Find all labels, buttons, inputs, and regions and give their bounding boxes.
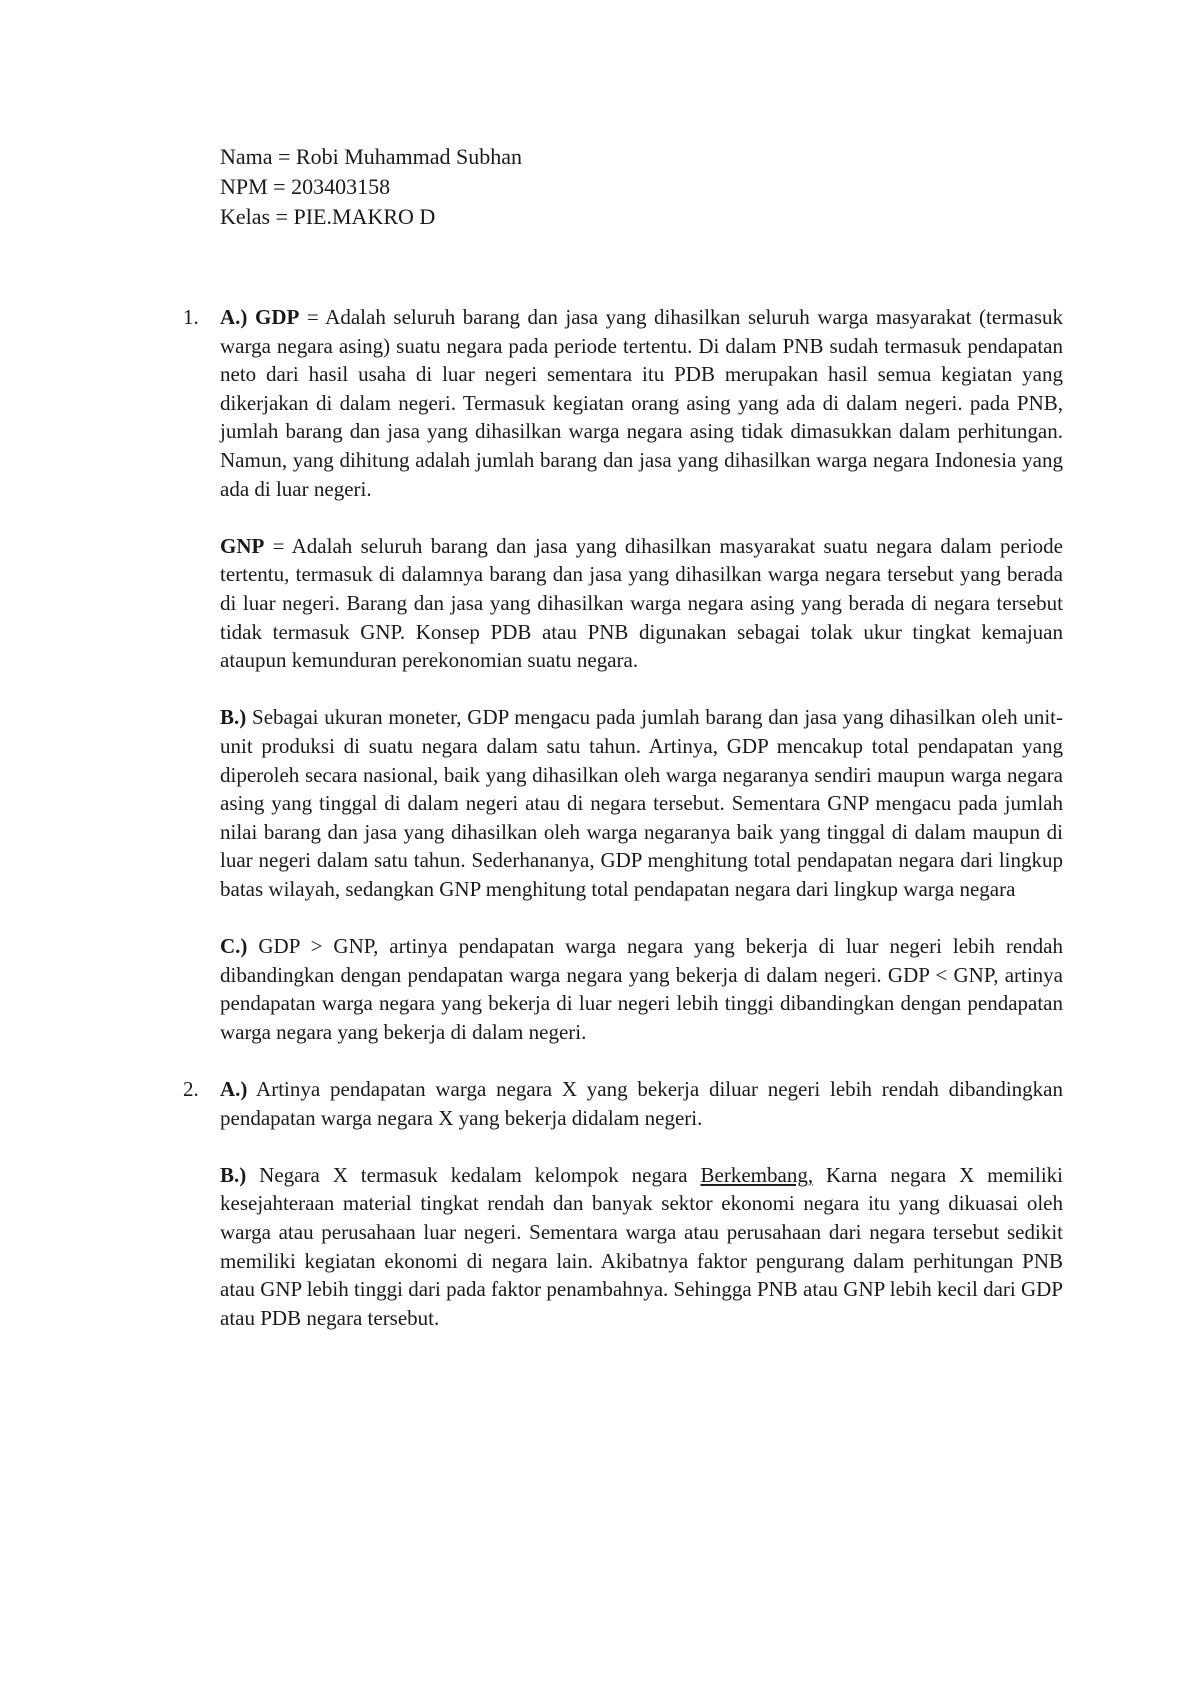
answer-text: Karna negara X memiliki kesejahteraan material tingkat rendah dan banyak sektor ekonomi negara itu yang dikuasai oleh warga atau perusahaan luar negeri. Sementara warga atau perusahaan dari negara tersebut sedikit memiliki kegiatan ekonomi di negara lain. Akibatnya faktor pengurang dalam perhitungan PNB atau GNP lebih tinggi dari pada faktor penambahnya. Sehingga PNB atau GNP lebih kecil dari GDP atau PDB negara tersebut. xyxy=(220,1162,1064,1330)
answer-1c xyxy=(220,932,1063,1046)
part-label: A.) xyxy=(220,1077,248,1102)
npm-line: NPM = 203403158 xyxy=(220,174,391,199)
gdp-definition: = Adalah seluruh barang dan jasa yang dihasilkan seluruh warga masyarakat (termasuk warga negara asing) suatu negara pada periode tertentu. Di dalam PNB sudah termasuk pendapatan neto dari hasil usaha di luar negeri sementara itu PDB merupakan hasil semua kegiatan yang dikerjakan di dalam negeri. Termasuk kegiatan orang asing yang ada di dalam negeri. pada PNB, jumlah barang dan jasa yang dihasilkan warga negara asing tidak dimasukkan dalam perhitungan. Namun, yang dihitung adalah jumlah barang dan jasa yang dihasilkan warga negara Indonesia yang ada di luar negeri. xyxy=(220,305,1064,501)
part-label: B.) xyxy=(220,1162,247,1187)
part-label: A.) xyxy=(220,305,248,329)
term-gdp: GDP xyxy=(255,305,300,329)
student-info xyxy=(220,142,522,232)
answer-1b xyxy=(220,703,1063,903)
class-line: Kelas = PIE.MAKRO D xyxy=(220,204,436,229)
answer-2a xyxy=(220,1075,1063,1132)
answers xyxy=(183,303,1064,1332)
answer-text: GDP > GNP, artinya pendapatan warga negara yang bekerja di luar negeri lebih rendah dibandingkan dengan pendapatan warga negara yang bekerja di dalam negeri. GDP < GNP, artinya pendapatan warga negara yang bekerja di luar negeri lebih tinggi dibandingkan dengan pendapatan warga negara yang bekerja di dalam negeri. xyxy=(220,934,1063,1044)
name-line: Nama = Robi Muhammad Subhan xyxy=(220,144,523,169)
answer-1a-gdp xyxy=(220,303,1063,503)
gnp-definition: = Adalah seluruh barang dan jasa yang dihasilkan masyarakat suatu negara dalam periode tertentu, termasuk di dalamnya barang dan jasa yang dihasilkan warga negara tersebut yang berada di luar negeri. Barang dan jasa yang dihasilkan warga negara asing yang berada di negara tersebut tidak termasuk GNP. Konsep PDB atau PNB digunakan sebagai tolak ukur tingkat kemajuan ataupun kemunduran perekonomian suatu negara. xyxy=(220,533,1063,673)
term-gnp: GNP xyxy=(220,533,265,558)
underlined-term: Berkembang, xyxy=(700,1162,814,1187)
answer-text: Negara X termasuk kedalam kelompok negara xyxy=(246,1162,701,1187)
answer-2b xyxy=(220,1161,1063,1333)
answer-text: Sebagai ukuran moneter, GDP mengacu pada jumlah barang dan jasa yang dihasilkan oleh unit-unit produksi di suatu negara dalam satu tahun. Artinya, GDP mencakup total pendapatan yang diperoleh secara nasional, baik yang dihasilkan oleh warga negaranya sendiri maupun warga negara asing yang tinggal di dalam negeri atau di negara tersebut. Sementara GNP mengacu pada jumlah nilai barang dan jasa yang dihasilkan oleh warga negaranya baik yang tinggal di dalam maupun di luar negeri dalam satu tahun. Sederhananya, GDP menghitung total pendapatan negara dari lingkup batas wilayah, sedangkan GNP menghitung total pendapatan negara dari lingkup warga negara xyxy=(220,705,1063,901)
answer-1a-gnp xyxy=(220,532,1063,675)
question-number: 1. xyxy=(183,305,199,329)
question-number: 2. xyxy=(183,1077,199,1102)
part-label: C.) xyxy=(220,934,248,959)
question-2 xyxy=(183,1075,1064,1332)
answer-text: Artinya pendapatan warga negara X yang bekerja diluar negeri lebih rendah dibandingkan pendapatan warga negara X yang bekerja didalam negeri. xyxy=(220,1077,1063,1130)
part-label: B.) xyxy=(220,705,247,730)
question-1 xyxy=(183,303,1064,1046)
